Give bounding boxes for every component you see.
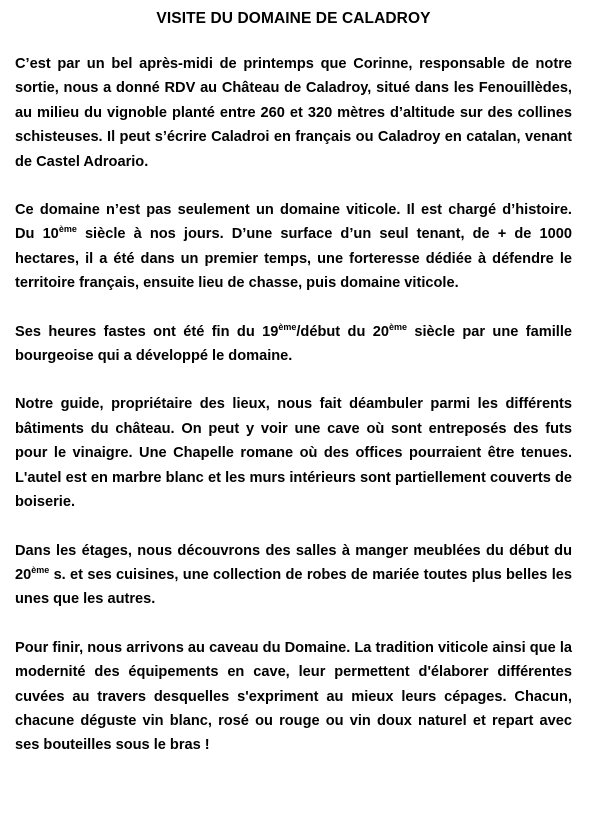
paragraph-floors (15, 539, 572, 612)
paragraph-floors-text-b: s. et ses cuisines, une collection de robes de mariée toutes plus belles les unes que les autres. (15, 566, 572, 608)
superscript-ordinal: ème (31, 564, 50, 575)
paragraph-tour-text: Notre guide, propriétaire des lieux, nous fait déambuler parmi les différents bâtiments du château. On peut y voir une cave où sont entreposés des futs pour le vinaigre. Une Chapelle romane où des offices pourraient être tenues. L'autel est en marbre blanc et les murs intérieurs sont partiellement couverts de boiserie. (15, 396, 572, 511)
paragraph-golden-age-text-a: Ses heures fastes ont été fin du 19 (15, 323, 279, 340)
superscript-ordinal: ème (278, 321, 297, 332)
paragraph-tasting-text: Pour finir, nous arrivons au caveau du Domaine. La tradition viticole ainsi que la modernité des équipements en cave, leur permettent d'élaborer différentes cuvées au travers desquelles s'expriment au mieux leurs cépages. Chacun, chacune déguste vin blanc, rosé ou rouge ou vin doux naturel et repart avec ses bouteilles sous le bras ! (15, 639, 572, 754)
paragraph-tour (15, 392, 572, 514)
paragraph-intro (15, 52, 572, 174)
paragraph-history-text-b: siècle à nos jours. D’une surface d’un seul tenant, de + de 1000 hectares, il a été dans un premier temps, une forteresse dédiée à défendre le territoire français, ensuite lieu de chasse, puis domaine viticole. (15, 226, 572, 292)
paragraph-tasting (15, 636, 572, 758)
paragraph-intro-text: C’est par un bel après-midi de printemps que Corinne, responsable de notre sortie, nous a donné RDV au Château de Caladroy, situé dans les Fenouillèdes, au milieu du vignoble planté entre 260 et 320 mètres d’altitude sur des collines schisteuses. Il peut s’écrire Caladroi en français ou Caladroy en catalan, venant de Castel Adroario. (15, 56, 572, 170)
paragraph-golden-age-text-b: /début du 20 (296, 323, 389, 340)
paragraph-history-text-a: Ce domaine n’est pas seulement un domaine viticole. Il est chargé d’histoire. Du 10 (15, 202, 572, 243)
paragraph-history (15, 198, 572, 296)
page-title: VISITE DU DOMAINE DE CALADROY (156, 10, 431, 27)
paragraph-golden-age-text-c: siècle par une famille bourgeoise qui a développé le domaine. (15, 323, 572, 365)
superscript-ordinal: ème (388, 321, 407, 332)
paragraph-golden-age (15, 320, 572, 369)
superscript-ordinal: ème (58, 224, 77, 235)
paragraph-floors-text-a: Dans les étages, nous découvrons des salles à manger meublées du début du 20 (15, 542, 572, 583)
